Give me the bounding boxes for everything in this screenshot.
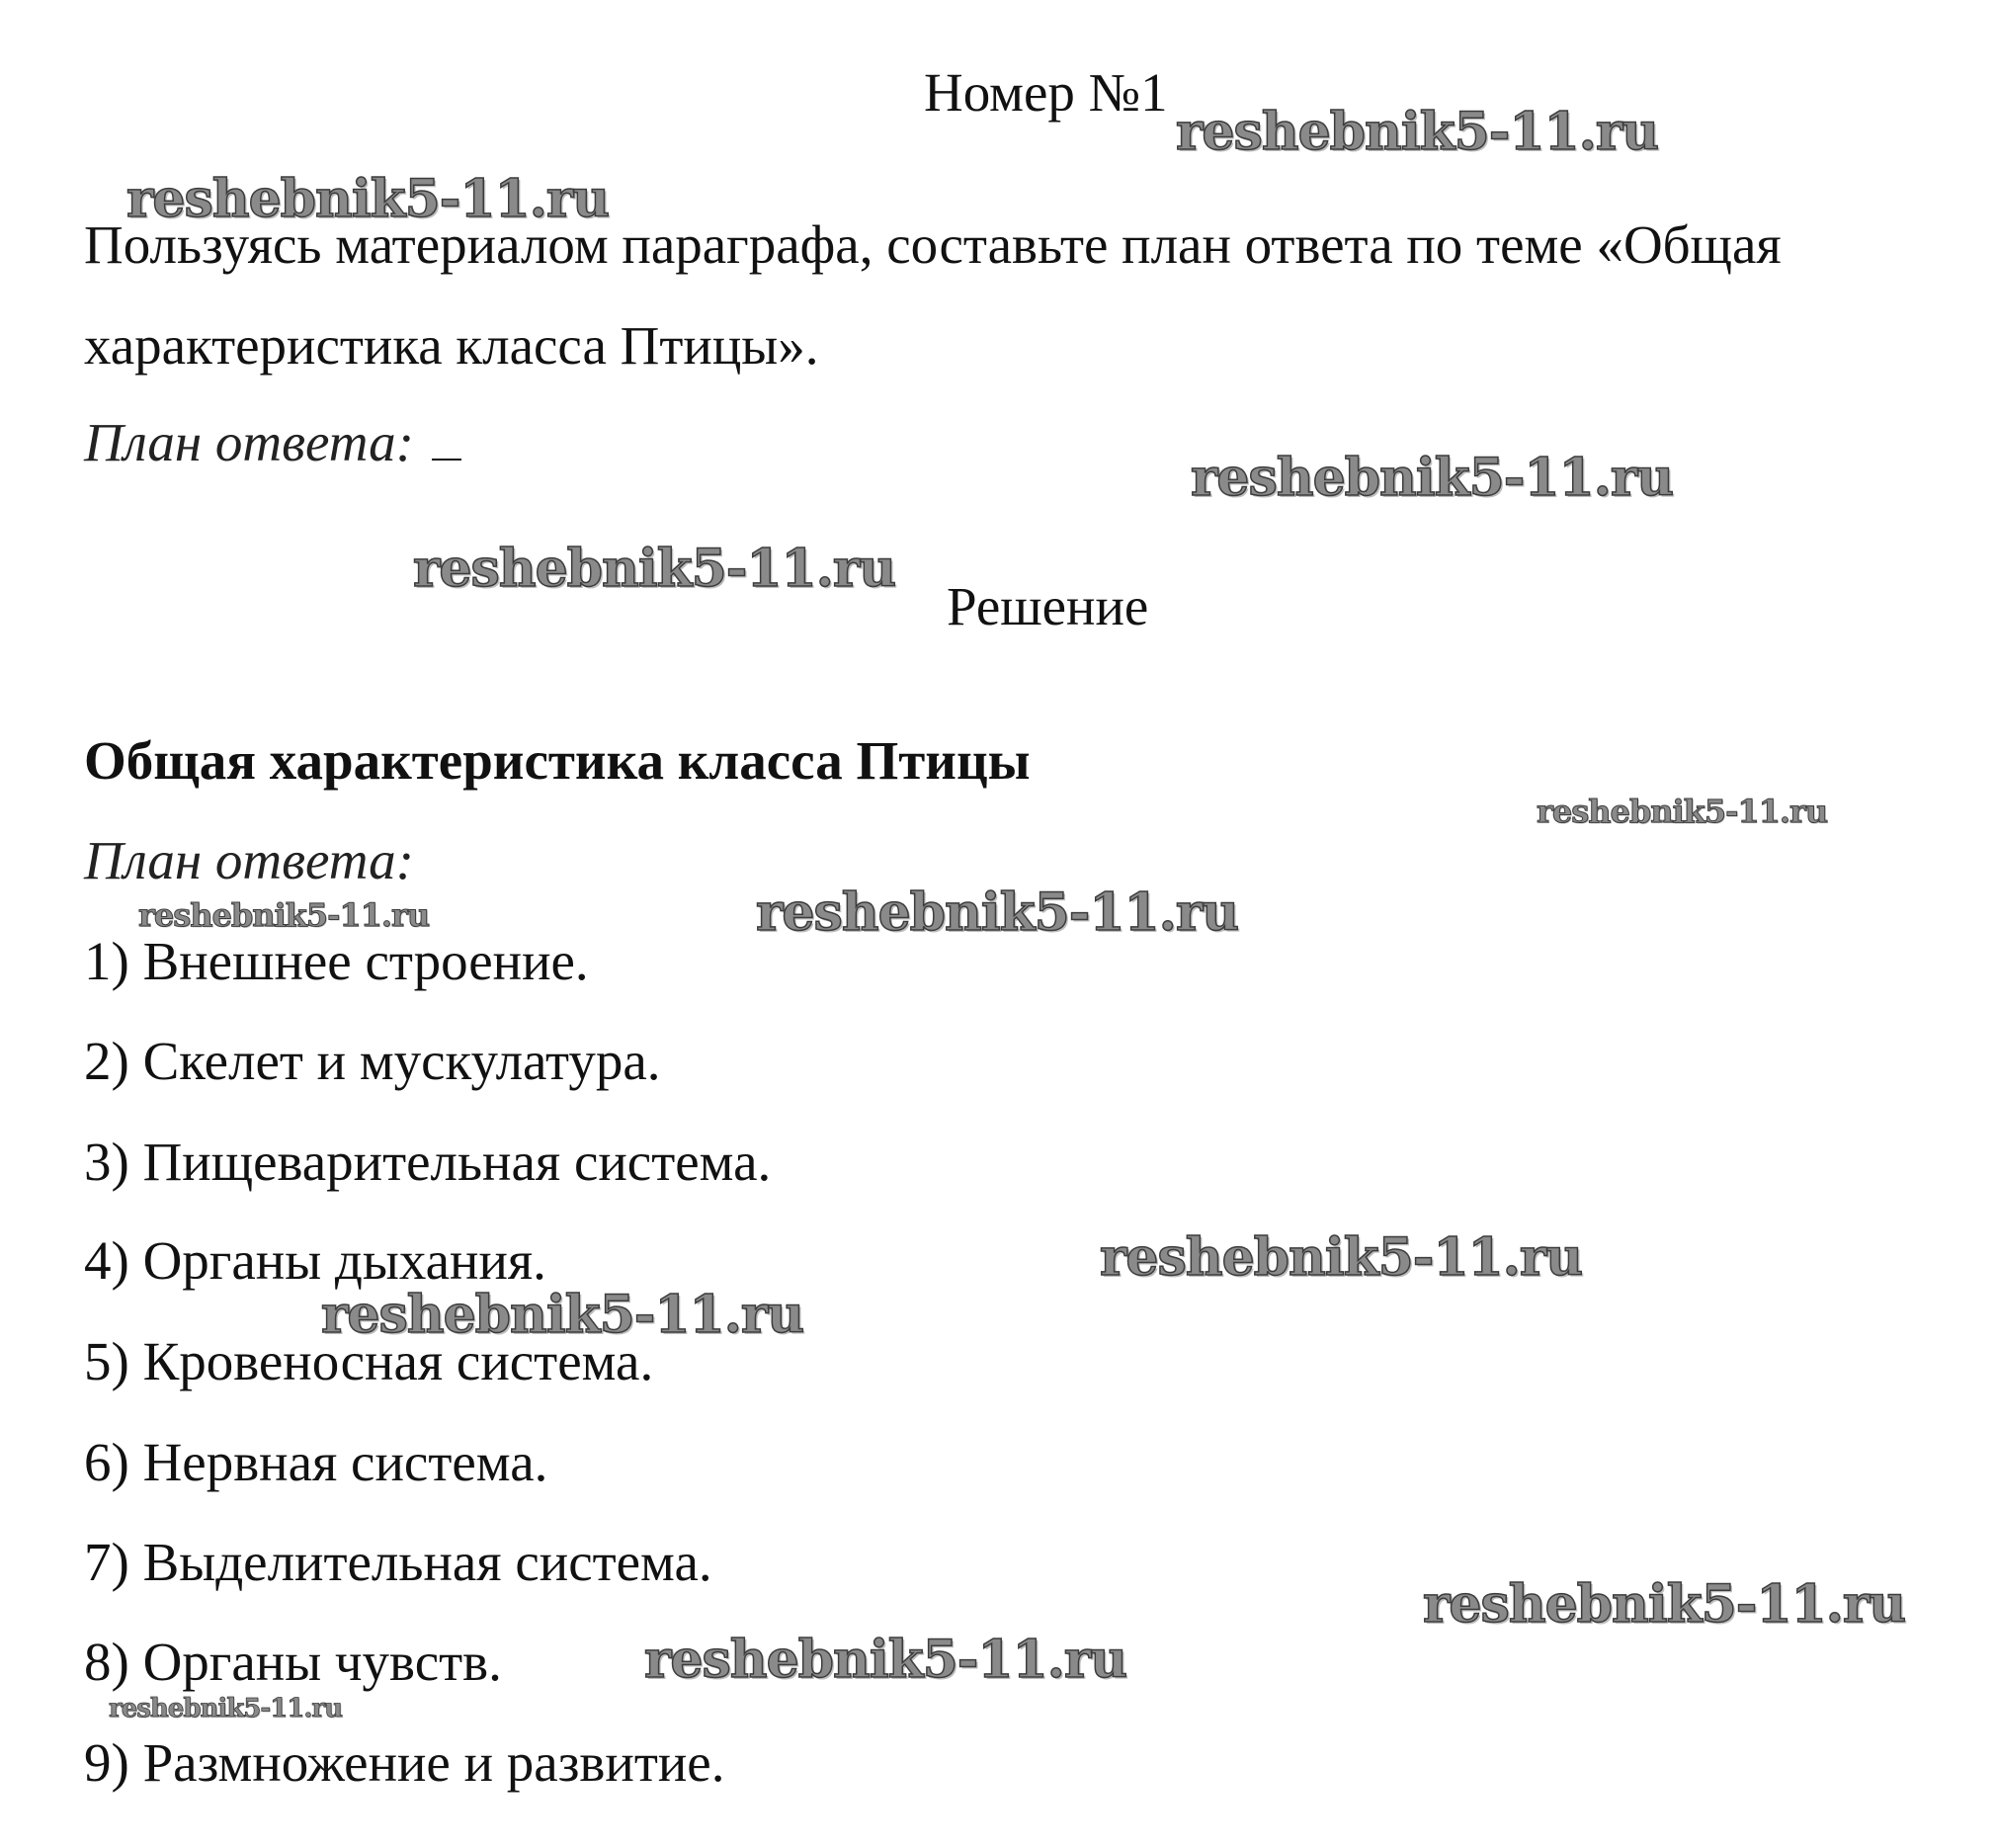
plan-item: 1) Внешнее строение. — [84, 931, 589, 991]
page-title: Номер №1 — [924, 62, 1168, 123]
watermark: reshebnik5-11.ru — [109, 1694, 343, 1723]
watermark: reshebnik5-11.ru — [321, 1285, 804, 1345]
solution-heading: Решение — [947, 576, 1149, 636]
plan-item: 3) Пищеварительная система. — [84, 1132, 772, 1192]
plan-item: 4) Органы дыхания. — [84, 1230, 546, 1291]
watermark: reshebnik5-11.ru — [644, 1630, 1127, 1690]
watermark: reshebnik5-11.ru — [1191, 448, 1674, 508]
task-text-line-2: характеристика класса Птицы». — [84, 315, 819, 376]
watermark: reshebnik5-11.ru — [138, 896, 430, 934]
solution-plan-label: План ответа: — [84, 830, 414, 890]
plan-item: 2) Скелет и мускулатура. — [84, 1031, 661, 1091]
watermark: reshebnik5-11.ru — [126, 169, 610, 229]
task-plan-label: План ответа: — [84, 412, 414, 472]
watermark: reshebnik5-11.ru — [756, 882, 1239, 943]
plan-item: 9) Размножение и развитие. — [84, 1732, 725, 1793]
solution-topic-heading: Общая характеристика класса Птицы — [84, 730, 1031, 791]
task-text-line-1: Пользуясь материалом параграфа, составьте план ответа по теме «Общая — [84, 214, 1782, 275]
plan-item: 8) Органы чувств. — [84, 1632, 502, 1692]
plan-item: 6) Нервная система. — [84, 1432, 548, 1492]
watermark: reshebnik5-11.ru — [1176, 102, 1659, 162]
task-plan-label-row — [84, 412, 461, 472]
watermark: reshebnik5-11.ru — [1100, 1227, 1583, 1288]
watermark: reshebnik5-11.ru — [1423, 1574, 1906, 1635]
plan-item: 7) Выделительная система. — [84, 1532, 712, 1592]
answer-blank-line — [432, 415, 461, 461]
watermark: reshebnik5-11.ru — [413, 539, 896, 599]
plan-item: 5) Кровеносная система. — [84, 1331, 654, 1391]
watermark: reshebnik5-11.ru — [1537, 793, 1828, 830]
